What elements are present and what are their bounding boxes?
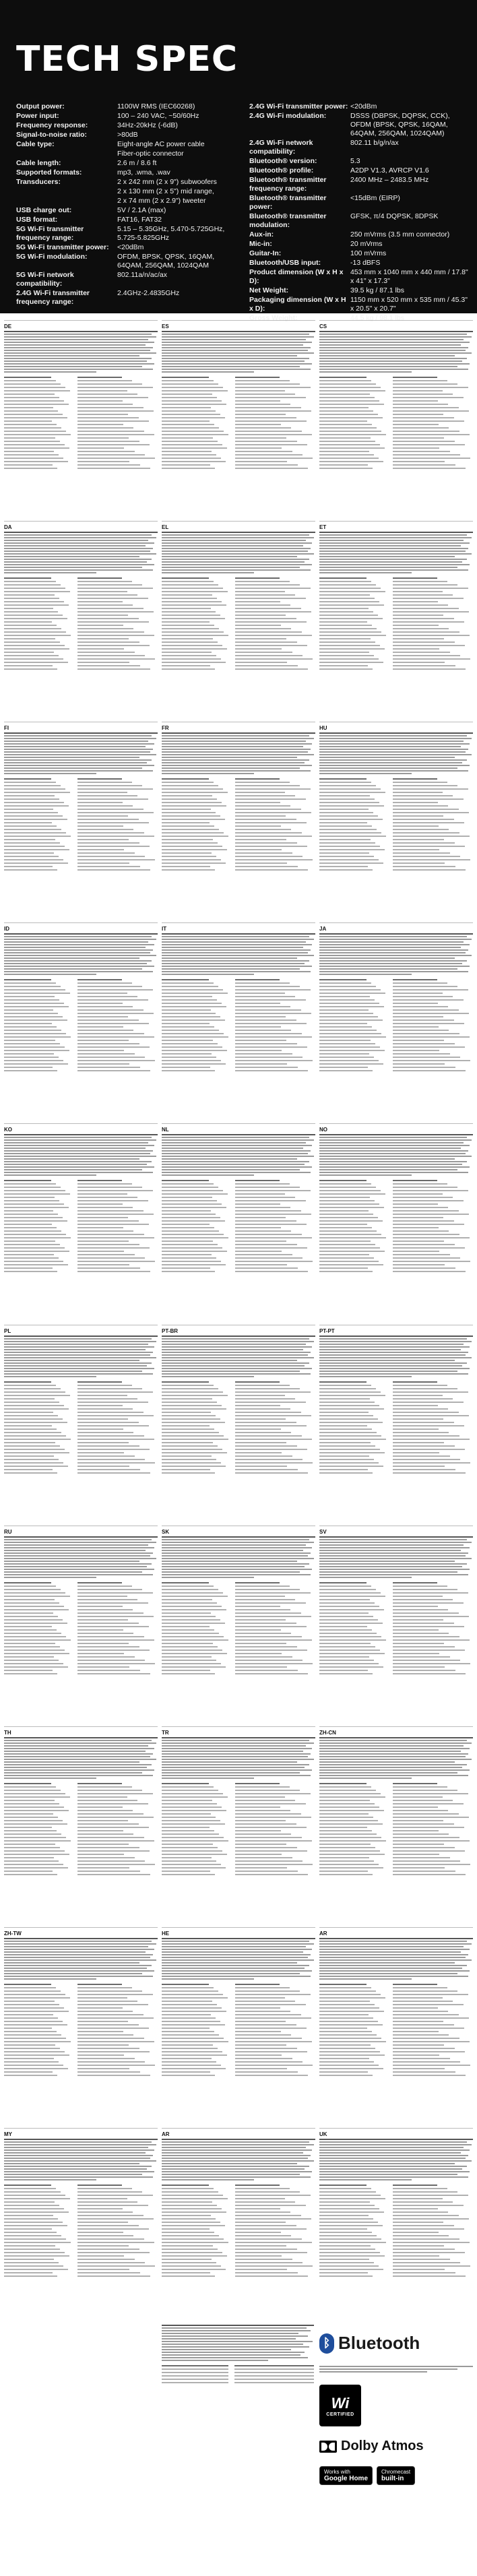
spec-label: Product dimension (W x H x D): — [249, 268, 344, 285]
google-home-badge-top: Works with — [324, 2469, 350, 2475]
language-section — [319, 320, 473, 520]
spec-label: Cable length: — [16, 159, 61, 167]
section-paragraph — [4, 1737, 158, 1779]
language-section — [319, 1526, 473, 1726]
section-spec-table — [4, 1180, 158, 1272]
spec-value: <20dBm — [350, 102, 377, 111]
section-spec-table — [4, 979, 158, 1071]
section-spec-table — [162, 1582, 315, 1674]
section-paragraph — [162, 1536, 315, 1578]
spec-value: 100 mVrms — [350, 249, 387, 257]
section-paragraph — [4, 2139, 158, 2180]
section-spec-table — [319, 1180, 473, 1272]
language-section — [319, 1325, 473, 1525]
spec-label — [16, 150, 117, 158]
spec-label: 2.4G Wi-Fi modulation: — [249, 112, 327, 120]
spec-value: 2 x 130 mm (2 x 5") mid range, — [117, 187, 214, 195]
language-section — [4, 521, 158, 721]
language-section — [162, 1726, 315, 1926]
language-section — [319, 1927, 473, 2127]
language-section — [162, 1123, 315, 1323]
spec-label: Transducers: — [16, 178, 61, 186]
language-section — [4, 2128, 158, 2328]
spec-label: Signal-to-noise ratio: — [16, 131, 87, 139]
language-section — [319, 722, 473, 922]
bluetooth-note — [319, 2366, 473, 2373]
language-section — [319, 1123, 473, 1323]
spec-label: Output power: — [16, 102, 65, 111]
section-spec-table — [162, 577, 315, 670]
language-section — [162, 722, 315, 922]
language-section — [162, 922, 315, 1123]
spec-row — [249, 240, 472, 249]
chromecast-badge-top: Chromecast — [381, 2469, 411, 2475]
spec-row — [16, 225, 238, 243]
language-code: AR — [162, 2131, 170, 2137]
language-section — [319, 2128, 473, 2328]
spec-value: -13 dBFS — [350, 259, 381, 267]
spec-label: Packaging dimension (W x H x D): — [249, 296, 346, 313]
section-paragraph — [319, 732, 473, 774]
spec-label: Bluetooth® profile: — [249, 166, 314, 175]
section-paragraph — [4, 1536, 158, 1578]
spec-label: 5G Wi-Fi transmitter frequency range: — [16, 225, 84, 242]
section-paragraph — [4, 1938, 158, 1980]
spec-row — [16, 121, 238, 130]
spec-row — [16, 216, 238, 224]
section-spec-table — [162, 377, 315, 469]
spec-value: <15dBm (EIRP) — [350, 194, 400, 202]
section-paragraph — [319, 1938, 473, 1980]
spec-value: GFSK, π/4 DQPSK, 8DPSK — [350, 212, 439, 220]
section-spec-table — [4, 778, 158, 871]
spec-label: Mic-in: — [249, 240, 272, 248]
section-paragraph — [162, 933, 315, 975]
spec-row — [16, 168, 238, 177]
spec-label: Bluetooth® transmitter power: — [249, 194, 327, 211]
spec-label: Aux-in: — [249, 230, 274, 239]
spec-row — [16, 140, 238, 149]
multilingual-grid — [4, 320, 473, 2325]
spec-value: A2DP V1.3, AVRCP V1.6 — [350, 166, 429, 175]
spec-value: 2400 MHz – 2483.5 MHz — [350, 176, 429, 184]
spec-value: 1100W RMS (IEC60268) — [117, 102, 195, 111]
section-spec-table — [162, 2185, 315, 2277]
spec-label — [16, 187, 117, 196]
section-spec-table — [162, 1180, 315, 1272]
spec-value: 100 – 240 VAC, ~50/60Hz — [117, 112, 199, 120]
spec-value: 44.5 kg / 98.1 lbs — [350, 314, 404, 322]
spec-value: 2 x 74 mm (2 x 2.9") tweeter — [117, 197, 206, 205]
wifi-wordmark: Wi — [331, 2394, 350, 2412]
section-spec-table — [319, 1783, 473, 1875]
spec-label: Net Weight: — [249, 286, 289, 294]
language-code: NO — [319, 1127, 327, 1133]
spec-label: Bluetooth® transmitter frequency range: — [249, 176, 327, 193]
section-paragraph — [4, 331, 158, 373]
spec-row — [16, 289, 238, 307]
section-paragraph — [162, 331, 315, 373]
spec-list-left — [16, 102, 238, 307]
language-section — [319, 521, 473, 721]
spec-value: 5.15 – 5.35GHz, 5.470-5.725GHz, 5.725-5.825GHz — [117, 225, 225, 242]
spec-value: 453 mm x 1040 mm x 440 mm / 17.8" x 41" x 17.3" — [350, 268, 468, 285]
section-spec-table — [162, 1783, 315, 1875]
language-section — [4, 1927, 158, 2127]
section-paragraph — [319, 1737, 473, 1779]
spec-value: >80dB — [117, 131, 138, 139]
language-section — [162, 320, 315, 520]
section-spec-table — [319, 377, 473, 469]
spec-list-right — [249, 102, 472, 323]
language-code: PT-PT — [319, 1327, 335, 1334]
spec-row — [16, 271, 238, 288]
language-code: FI — [4, 725, 9, 732]
spec-row — [249, 259, 472, 268]
language-section — [4, 722, 158, 922]
language-code: SK — [162, 1528, 170, 1535]
section-spec-table — [4, 1381, 158, 1474]
language-section — [4, 1123, 158, 1323]
language-code: JA — [319, 926, 327, 933]
spec-label: Bluetooth® version: — [249, 157, 317, 165]
section-paragraph — [319, 532, 473, 573]
spec-label — [16, 197, 117, 206]
section-paragraph — [4, 1134, 158, 1176]
wifi-certified-text: CERTIFIED — [326, 2412, 354, 2417]
section-paragraph — [162, 532, 315, 573]
spec-value: 20 mVrms — [350, 240, 383, 248]
spec-label: Supported formats: — [16, 168, 82, 177]
spec-row — [16, 131, 238, 139]
language-section — [162, 1526, 315, 1726]
language-code: IT — [162, 926, 167, 933]
language-code: TR — [162, 1729, 169, 1736]
section-paragraph — [4, 532, 158, 573]
section-spec-table — [4, 1984, 158, 2076]
spec-row — [249, 102, 472, 111]
language-code: ZH-TW — [4, 1930, 22, 1937]
language-section — [162, 2128, 315, 2328]
spec-row — [16, 243, 238, 252]
spec-label: Bluetooth/USB input: — [249, 259, 321, 267]
language-code: NL — [162, 1127, 169, 1133]
section-spec-table — [319, 979, 473, 1071]
language-code: RU — [4, 1528, 12, 1535]
section-spec-table — [4, 1783, 158, 1875]
language-section — [162, 1325, 315, 1525]
google-home-badge-label: Google Home — [324, 2475, 369, 2482]
spec-value: <20dBm — [117, 243, 144, 251]
bluetooth-icon: ᛒ — [319, 2333, 334, 2354]
spec-value: 2 x 242 mm (2 x 9") subwoofers — [117, 178, 217, 186]
section-paragraph — [319, 331, 473, 373]
section-paragraph — [319, 1536, 473, 1578]
spec-row — [16, 112, 238, 121]
spec-row — [249, 139, 472, 156]
language-code: CS — [319, 323, 327, 329]
spec-value: 802.11a/n/ac/ax — [117, 271, 167, 279]
section-spec-table — [4, 2185, 158, 2277]
compliance-table — [162, 2365, 314, 2383]
chromecast-badge — [377, 2466, 415, 2485]
section-paragraph — [319, 2139, 473, 2180]
section-spec-table — [162, 1381, 315, 1474]
bluetooth-wordmark: Bluetooth — [338, 2333, 420, 2353]
dolby-icon — [319, 2441, 337, 2453]
language-section — [319, 922, 473, 1123]
spec-value: DSSS (DBPSK, DQPSK, CCK), OFDM (BPSK, QPSK, 16QAM, 64QAM, 256QAM, 1024QAM) — [350, 112, 450, 137]
section-paragraph — [162, 732, 315, 774]
spec-value: Eight-angle AC power cable — [117, 140, 205, 148]
section-spec-table — [319, 778, 473, 871]
spec-label: Frequency response: — [16, 121, 88, 129]
spec-label: Bluetooth® transmitter modulation: — [249, 212, 327, 229]
section-paragraph — [319, 1336, 473, 1377]
chromecast-badge-label: built-in — [381, 2475, 404, 2482]
spec-row — [16, 150, 238, 158]
section-spec-table — [162, 1984, 315, 2076]
spec-row — [16, 102, 238, 111]
section-paragraph — [162, 1134, 315, 1176]
spec-label: 5G Wi-Fi modulation: — [16, 253, 88, 261]
language-section — [162, 521, 315, 721]
section-spec-table — [319, 1582, 473, 1674]
section-spec-table — [4, 577, 158, 670]
spec-row — [249, 212, 472, 230]
language-code: ZH-CN — [319, 1729, 336, 1736]
language-code: EL — [162, 524, 169, 531]
google-badges — [319, 2466, 473, 2485]
language-code: KO — [4, 1127, 12, 1133]
spec-row — [249, 230, 472, 239]
spec-value: Fiber-optic connector — [117, 150, 184, 158]
language-code: ES — [162, 323, 169, 329]
spec-label: Cable type: — [16, 140, 55, 148]
spec-value: 34Hz-20kHz (-6dB) — [117, 121, 178, 129]
language-code: PL — [4, 1327, 11, 1334]
spec-value: 2.6 m / 8.6 ft — [117, 159, 157, 167]
spec-value: 2.4GHz-2.4835GHz — [117, 289, 180, 297]
section-paragraph — [162, 1336, 315, 1377]
language-section — [4, 1726, 158, 1926]
spec-value: 802.11 b/g/n/ax — [350, 139, 399, 147]
section-spec-table — [319, 1381, 473, 1474]
language-section — [4, 1526, 158, 1726]
compliance-notes — [162, 2325, 314, 2383]
language-code: UK — [319, 2131, 327, 2137]
language-code: ID — [4, 926, 9, 933]
language-section — [4, 320, 158, 520]
spec-row — [16, 187, 238, 196]
bluetooth-logo — [319, 2333, 473, 2354]
dolby-wordmark: Dolby Atmos — [341, 2439, 424, 2453]
spec-label: 2.4G Wi-Fi transmitter frequency range: — [16, 289, 90, 306]
section-paragraph — [4, 1336, 158, 1377]
section-spec-table — [162, 979, 315, 1071]
section-paragraph — [319, 933, 473, 975]
spec-row — [16, 253, 238, 270]
section-paragraph — [319, 1134, 473, 1176]
spec-label: 5G Wi-Fi transmitter power: — [16, 243, 109, 251]
section-paragraph — [4, 933, 158, 975]
language-section — [319, 1726, 473, 1926]
spec-header-panel — [0, 0, 477, 322]
language-section — [4, 922, 158, 1123]
spec-label: 2.4G Wi-Fi transmitter power: — [249, 102, 348, 111]
spec-value: 250 mVrms (3.5 mm connector) — [350, 230, 450, 239]
section-spec-table — [319, 577, 473, 670]
language-code: ET — [319, 524, 327, 531]
spec-label: Gross Weight: — [249, 314, 298, 322]
spec-row — [249, 268, 472, 286]
spec-value: mp3, .wma, .wav — [117, 168, 170, 177]
language-code: TH — [4, 1729, 11, 1736]
spec-row — [16, 159, 238, 168]
section-spec-table — [319, 1984, 473, 2076]
language-code: HE — [162, 1930, 170, 1937]
section-spec-table — [162, 778, 315, 871]
page-title: TECH SPEC — [16, 39, 238, 80]
spec-label: USB format: — [16, 216, 58, 224]
section-paragraph — [162, 2139, 315, 2180]
spec-value: FAT16, FAT32 — [117, 216, 162, 224]
spec-value: 5.3 — [350, 157, 360, 165]
section-paragraph — [4, 732, 158, 774]
spec-row — [16, 197, 238, 206]
google-home-badge — [319, 2466, 373, 2485]
language-section — [162, 1927, 315, 2127]
spec-label: 2.4G Wi-Fi network compatibility: — [249, 139, 313, 156]
certification-logos — [319, 2333, 473, 2497]
language-code: DE — [4, 323, 12, 329]
section-spec-table — [4, 377, 158, 469]
spec-value: OFDM, BPSK, QPSK, 16QAM, 64QAM, 256QAM, 1024QAM — [117, 253, 215, 270]
spec-row — [249, 194, 472, 212]
spec-row — [249, 166, 472, 175]
spec-row — [249, 296, 472, 313]
spec-row — [249, 112, 472, 138]
section-spec-table — [4, 1582, 158, 1674]
spec-row — [16, 178, 238, 187]
compliance-text — [162, 2325, 314, 2361]
dolby-atmos-logo — [319, 2439, 473, 2454]
language-code: DA — [4, 524, 12, 531]
language-section — [4, 1325, 158, 1525]
spec-value: 5V / 2.1A (max) — [117, 206, 166, 214]
section-paragraph — [162, 1938, 315, 1980]
language-code: MY — [4, 2131, 12, 2137]
spec-row — [249, 157, 472, 166]
language-code: AR — [319, 1930, 327, 1937]
section-spec-table — [319, 2185, 473, 2277]
spec-row — [249, 249, 472, 258]
spec-row — [249, 176, 472, 193]
wifi-certified-logo — [319, 2385, 361, 2426]
language-code: FR — [162, 725, 169, 732]
section-paragraph — [162, 1737, 315, 1779]
language-code: SV — [319, 1528, 327, 1535]
spec-label: Power input: — [16, 112, 59, 120]
spec-row — [249, 286, 472, 295]
language-code: HU — [319, 725, 327, 732]
spec-label: Guitar-In: — [249, 249, 282, 257]
spec-label: 5G Wi-Fi network compatibility: — [16, 271, 74, 288]
spec-label: USB charge out: — [16, 206, 72, 214]
language-code: PT-BR — [162, 1327, 178, 1334]
spec-value: 39.5 kg / 87.1 lbs — [350, 286, 404, 294]
spec-value: 1150 mm x 520 mm x 535 mm / 45.3" x 20.5" x 20.7" — [350, 296, 468, 313]
spec-row — [16, 206, 238, 215]
